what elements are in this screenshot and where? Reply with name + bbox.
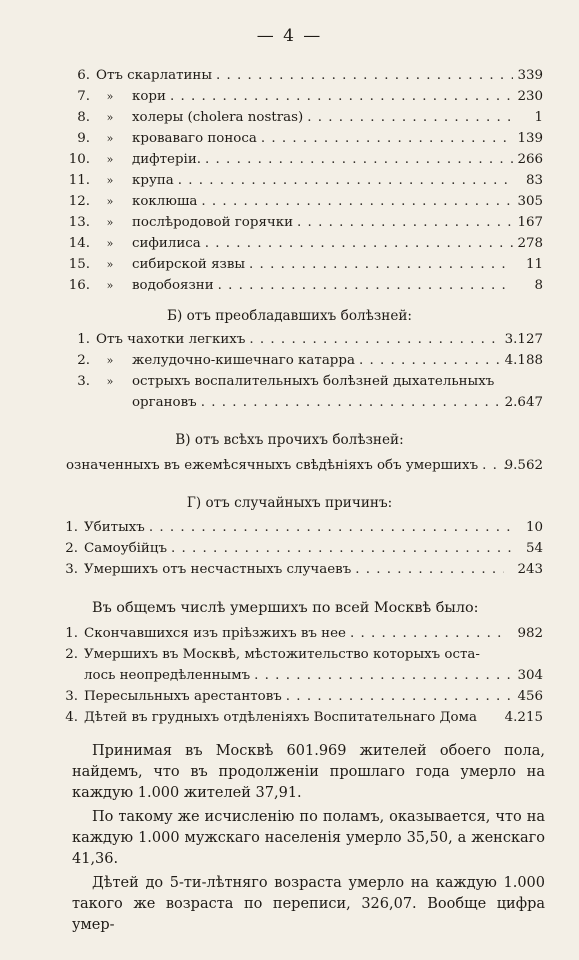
item-value: 167 xyxy=(517,215,543,230)
item-value: 10 xyxy=(525,520,543,535)
list-item xyxy=(0,560,579,580)
item-label: послѣродовой горячки xyxy=(132,215,294,230)
list-item xyxy=(0,150,579,170)
ditto-mark: » xyxy=(106,279,114,292)
ditto-mark: » xyxy=(106,132,114,145)
item-label: лось неопредѣленнымъ xyxy=(84,668,251,683)
dot-leader xyxy=(245,330,499,350)
ditto-mark: » xyxy=(106,237,114,250)
list-item-continuation xyxy=(0,393,579,413)
item-label: острыхъ воспалительныхъ болѣзней дыхательныхъ xyxy=(132,374,495,389)
item-number: 9. xyxy=(77,131,90,146)
ditto-mark: » xyxy=(106,90,114,103)
item-value: 304 xyxy=(517,668,543,683)
item-value: 3.127 xyxy=(504,332,543,347)
paragraph: Дѣтей до 5-ти-лѣтняго возраста умерло на каждую 1.000 такого же возраста по переписи, 326,07. Вообще цифра умер- xyxy=(72,875,545,933)
ditto-mark: » xyxy=(106,174,114,187)
paragraph: По такому же исчисленію по поламъ, оказывается, что на каждую 1.000 мужскаго населенія умерло 35,50, а женскаго 41,36. xyxy=(72,809,545,867)
item-label: Самоубійцъ xyxy=(84,541,167,556)
item-number: 10. xyxy=(68,152,90,167)
paragraph: Принимая въ Москвѣ 601.969 жителей обоего пола, найдемъ, что въ продолженіи прошлаго года умерло на каждую 1.000 жителей 37,91. xyxy=(72,743,545,801)
dot-leader xyxy=(197,393,499,413)
item-label: крупа xyxy=(132,173,174,188)
item-label: Убитыхъ xyxy=(84,520,145,535)
list-item xyxy=(0,129,579,149)
item-value: 278 xyxy=(517,236,543,251)
list-item xyxy=(0,213,579,233)
item-number: 1. xyxy=(77,332,90,347)
list-item xyxy=(0,66,579,86)
ditto-mark: » xyxy=(106,375,114,388)
item-label: водобоязни xyxy=(132,278,214,293)
list-item xyxy=(0,624,579,644)
item-value: 982 xyxy=(517,626,543,641)
list-item xyxy=(0,518,579,538)
item-number: 3. xyxy=(65,562,78,577)
item-label: холеры (cholera nostras) xyxy=(132,110,304,125)
item-label: коклюша xyxy=(132,194,198,209)
section-g-heading: Г) отъ случайныхъ причинъ: xyxy=(186,495,393,511)
list-item xyxy=(0,539,579,559)
dot-leader xyxy=(212,66,513,86)
dot-leader xyxy=(245,255,513,275)
item-label: кровавaго поноса xyxy=(132,131,257,146)
list-item xyxy=(0,372,579,392)
dot-leader xyxy=(174,171,513,191)
section-v-heading: В) отъ всѣхъ прочихъ болѣзней: xyxy=(175,432,404,448)
list-item xyxy=(0,708,579,728)
item-number: 8. xyxy=(77,110,90,125)
dot-leader xyxy=(293,213,513,233)
ditto-mark: » xyxy=(106,216,114,229)
list-item xyxy=(0,456,579,476)
dot-leader xyxy=(478,456,506,476)
item-number: 1. xyxy=(65,626,78,641)
ditto-mark: » xyxy=(106,258,114,271)
item-value: 305 xyxy=(517,194,543,209)
dot-leader xyxy=(166,87,513,107)
item-label: означенныхъ въ ежемѣсячныхъ свѣдѣніяхъ объ умершихъ xyxy=(66,458,479,473)
dot-leader xyxy=(250,666,514,686)
item-value: 139 xyxy=(517,131,543,146)
item-value: 1 xyxy=(534,110,543,125)
item-value: 4.215 xyxy=(504,710,543,725)
dot-leader xyxy=(197,192,513,212)
item-label: желудочно-кишечнаго катарра xyxy=(132,353,355,368)
item-number: 6. xyxy=(77,68,90,83)
item-value: 4.188 xyxy=(504,353,543,368)
list-item xyxy=(0,330,579,350)
item-label: сифилиса xyxy=(132,236,201,251)
item-value: 230 xyxy=(517,89,543,104)
dot-leader xyxy=(282,687,514,707)
item-label: Умершихъ въ Москвѣ, мѣстожительство которыхъ оста- xyxy=(84,647,480,662)
item-number: 16. xyxy=(68,278,90,293)
ditto-mark: » xyxy=(106,195,114,208)
item-label: Скончавшихся изъ пріѣзжихъ въ нее xyxy=(84,626,346,641)
item-number: 3. xyxy=(77,374,90,389)
item-value: 266 xyxy=(517,152,543,167)
dot-leader xyxy=(214,276,513,296)
item-label: Умершихъ отъ несчастныхъ случаевъ xyxy=(84,562,352,577)
item-number: 14. xyxy=(68,236,90,251)
item-value: 54 xyxy=(525,541,543,556)
item-number: 4. xyxy=(65,710,78,725)
item-value: 8 xyxy=(534,278,543,293)
list-item xyxy=(0,645,579,665)
item-number: 7. xyxy=(77,89,90,104)
item-number: 13. xyxy=(68,215,90,230)
item-label: кори xyxy=(132,89,166,104)
dot-leader xyxy=(257,129,513,149)
dot-leader xyxy=(201,234,513,254)
list-item-continuation xyxy=(0,666,579,686)
item-value: 339 xyxy=(517,68,543,83)
ditto-mark: » xyxy=(106,153,114,166)
item-label: Отъ чахотки легкихъ xyxy=(96,332,246,347)
dot-leader xyxy=(167,539,514,559)
item-number: 15. xyxy=(68,257,90,272)
item-number: 2. xyxy=(77,353,90,368)
list-item xyxy=(0,687,579,707)
item-label: Пересыльныхъ арестантовъ xyxy=(84,689,282,704)
item-label: Дѣтей въ грудныхъ отдѣленіяхъ Воспитательнаго Дома xyxy=(84,710,477,725)
dot-leader xyxy=(201,150,513,170)
item-label: органовъ xyxy=(132,395,197,410)
section-b-heading: Б) отъ преобладавшихъ болѣзней: xyxy=(166,308,413,324)
list-item xyxy=(0,108,579,128)
item-number: 1. xyxy=(65,520,78,535)
item-label: Отъ скарлатины xyxy=(96,68,212,83)
list-item xyxy=(0,276,579,296)
item-value: 2.647 xyxy=(504,395,543,410)
dot-leader xyxy=(355,351,499,371)
section-total-heading: Въ общемъ числѣ умершихъ по всей Москвѣ было: xyxy=(92,600,479,616)
list-item xyxy=(0,234,579,254)
dot-leader xyxy=(346,624,504,644)
ditto-mark: » xyxy=(106,354,114,367)
item-label: дифтеріи. xyxy=(132,152,202,167)
item-value: 9.562 xyxy=(504,458,543,473)
list-item xyxy=(0,192,579,212)
item-number: 2. xyxy=(65,647,78,662)
item-value: 11 xyxy=(525,257,543,272)
dot-leader xyxy=(351,560,504,580)
item-value: 243 xyxy=(517,562,543,577)
dot-leader xyxy=(303,108,513,128)
page-number: — 4 — xyxy=(256,26,323,46)
list-item xyxy=(0,351,579,371)
item-label: сибирской язвы xyxy=(132,257,246,272)
item-number: 12. xyxy=(68,194,90,209)
dot-leader xyxy=(145,518,514,538)
item-number: 3. xyxy=(65,689,78,704)
list-item xyxy=(0,255,579,275)
item-value: 83 xyxy=(525,173,543,188)
item-number: 2. xyxy=(65,541,78,556)
list-item xyxy=(0,87,579,107)
item-number: 11. xyxy=(68,173,90,188)
ditto-mark: » xyxy=(106,111,114,124)
item-value: 456 xyxy=(517,689,543,704)
list-item xyxy=(0,171,579,191)
